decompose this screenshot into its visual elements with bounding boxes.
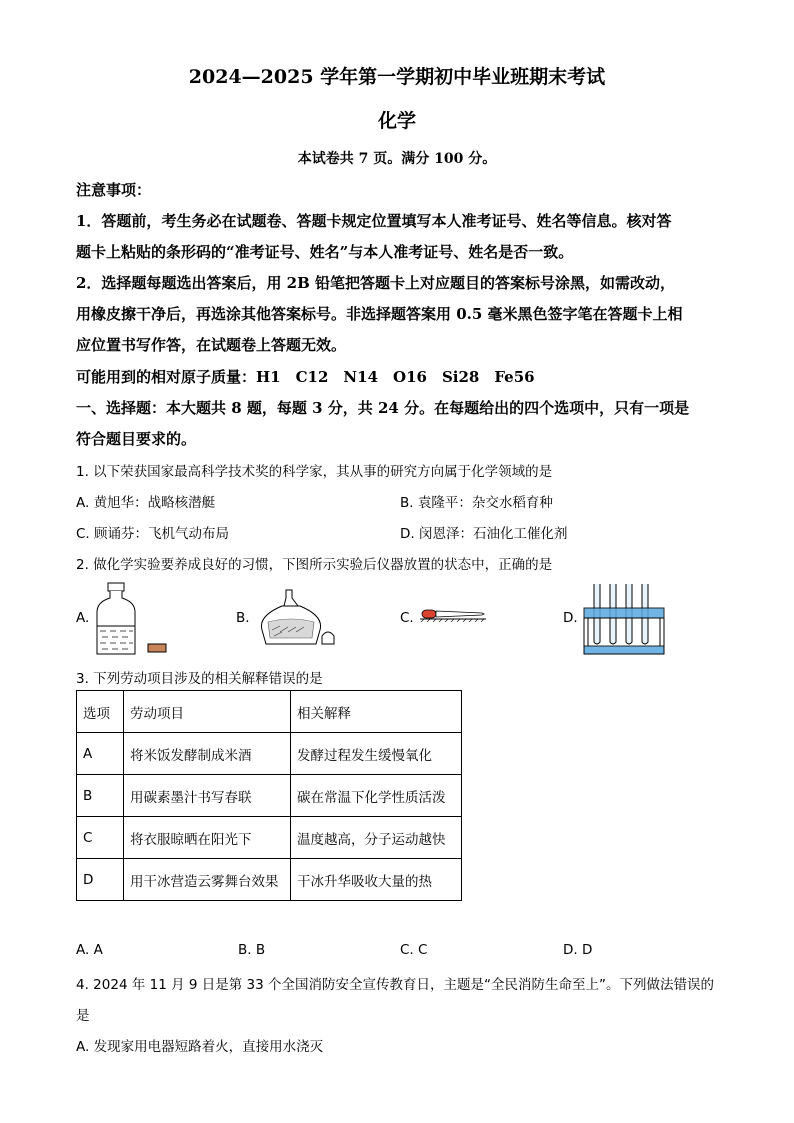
question-4-stem: 4. 2024 年 11 月 9 日是第 33 个全国消防安全宣传教育日，主题是“全民消防生命至上”。下列做法错误的 [76,977,714,993]
table-cell: 用碳素墨汁书写春联 [124,775,291,817]
table-cell: B [77,775,124,817]
question-2-option-c: C. [400,610,414,626]
question-3-option-c: C. C [400,942,428,958]
question-3-option-d: D. D [563,942,593,958]
question-3-option-a: A. A [76,942,103,958]
table-cell: C [77,817,124,859]
question-4-stem-cont: 是 [76,1008,90,1024]
table-cell: 将衣服晾晒在阳光下 [124,817,291,859]
question-3-option-b: B. B [238,942,266,958]
question-2-option-d: D. [563,610,578,626]
table-header-cell: 选项 [77,691,124,733]
section-heading: 符合题目要求的。 [76,430,197,448]
table-cell: 发酵过程发生缓慢氧化 [291,733,462,775]
subject-title: 化学 [377,110,416,132]
notice-line: 用橡皮擦干净后，再选涂其他答案标号。非选择题答案用 0.5 毫米黑色签字笔在答题卡上相 [76,305,683,323]
table-cell: 温度越高，分子运动越快 [291,817,462,859]
table-row [77,775,462,817]
table-cell: 用干冰营造云雾舞台效果 [124,859,291,901]
notice-heading: 注意事项： [76,181,152,199]
table-cell: 干冰升华吸收大量的热 [291,859,462,901]
question-2-option-b: B. [236,610,250,626]
page-info: 本试卷共 7 页。满分 100 分。 [297,151,497,167]
table-header-cell: 相关解释 [291,691,462,733]
notice-line: 题卡上粘贴的条形码的“准考证号、姓名”与本人准考证号、姓名是否一致。 [76,243,574,261]
reagent-bottle-icon [92,582,172,658]
table-cell: A [77,733,124,775]
alcohol-lamp-icon [254,586,340,650]
question-1-option-a: A. 黄旭华：战略核潜艇 [76,495,216,511]
table-header-row [77,691,462,733]
notice-line: 2．选择题每题选出答案后，用 2B 铅笔把答题卡上对应题目的答案标号涂黑，如需改动， [76,274,676,292]
question-1-option-b: B. 袁隆平：杂交水稻育种 [400,495,553,511]
table-header-cell: 劳动项目 [124,691,291,733]
question-1-option-d: D. 闵恩泽：石油化工催化剂 [400,526,568,542]
question-2-stem: 2. 做化学实验要养成良好的习惯，下图所示实验后仪器放置的状态中，正确的是 [76,557,553,573]
notice-line: 应位置书写作答，在试题卷上答题无效。 [76,336,347,354]
question-3-stem: 3. 下列劳动项目涉及的相关解释错误的是 [76,671,323,687]
notice-line: 1．答题前，考生务必在试题卷、答题卡规定位置填写本人准考证号、姓名等信息。核对答 [76,212,672,230]
question-3-table [76,690,462,901]
table-cell: D [77,859,124,901]
table-cell: 碳在常温下化学性质活泼 [291,775,462,817]
question-2-option-a: A. [76,610,90,626]
exam-title: 2024—2025 学年第一学期初中毕业班期末考试 [188,66,606,88]
question-4-option-a: A. 发现家用电器短路着火，直接用水浇灭 [76,1039,324,1055]
dropper-icon [418,606,488,622]
atomic-mass-line: 可能用到的相对原子质量：H1 C12 N14 O16 Si28 Fe56 [76,368,535,386]
table-row [77,817,462,859]
section-heading: 一、选择题：本大题共 8 题，每题 3 分，共 24 分。在每题给出的四个选项中，只有一项是 [76,399,690,417]
table-cell: 将米饭发酵制成米酒 [124,733,291,775]
table-row [77,733,462,775]
test-tube-rack-icon [580,582,670,658]
question-1-option-c: C. 顾诵芬：飞机气动布局 [76,526,230,542]
table-row [77,859,462,901]
question-1-stem: 1. 以下荣获国家最高科学技术奖的科学家，其从事的研究方向属于化学领域的是 [76,464,553,480]
